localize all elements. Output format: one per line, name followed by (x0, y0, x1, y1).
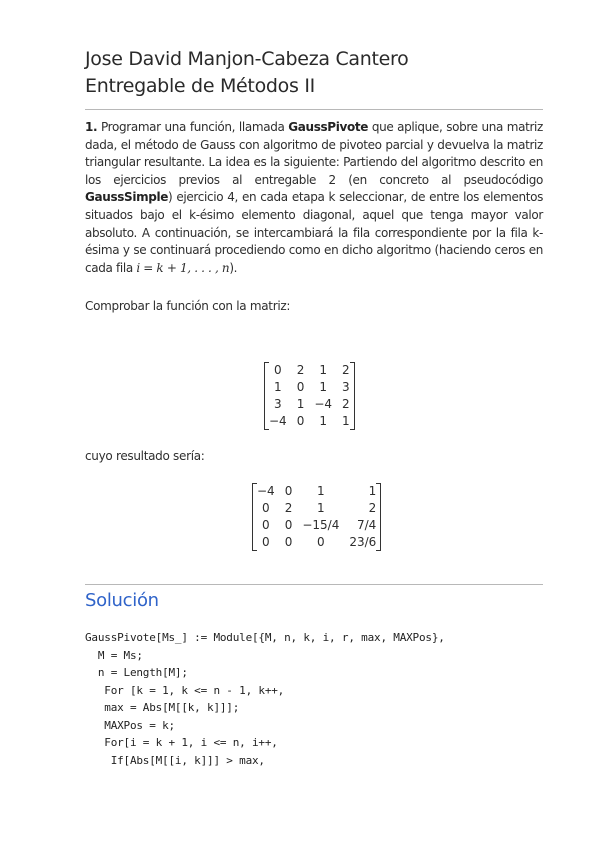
matrix-cell: 1 (342, 414, 350, 428)
matrix-row (252, 500, 381, 517)
function-name-gausssimple: GaussSimple (85, 190, 169, 205)
matrix-cell: 0 (284, 484, 293, 498)
matrix-cell: 0 (284, 518, 293, 532)
matrix-cell: 3 (274, 397, 282, 411)
matrix-cell: 2 (342, 363, 350, 377)
matrix-cell: −4 (269, 414, 287, 428)
matrix-cell: 0 (262, 501, 270, 515)
matrix-cell: 1 (319, 363, 328, 377)
matrix-cell: −15/4 (302, 518, 340, 532)
section-divider (85, 584, 543, 585)
code-line: For[i = k + 1, i <= n, i++, (85, 736, 278, 749)
matrix-row (264, 379, 355, 396)
matrix-cell: 1 (317, 501, 325, 515)
matrix-cell: 2 (368, 501, 377, 515)
exercise-number: 1. (85, 120, 98, 134)
result-intro: cuyo resultado sería: (85, 449, 205, 463)
matrix-cell: 23/6 (349, 535, 377, 549)
matrix-cell: −4 (257, 484, 275, 498)
code-block (85, 629, 445, 769)
matrix-cell: 1 (319, 414, 328, 428)
matrix-cell: 0 (296, 414, 305, 428)
exercise-text-3: ) ejercicio 4, en cada etapa k seleccionar, de entre los elementos situados bajo el k-ésimo elemento diagonal, aquel que tenga mayor valor absoluto. A continuación, se intercambiará la fila correspondiente por la fila k-ésima y se continuará procediendo como en dicho algoritmo (haciendo ceros en cada fila (85, 190, 543, 275)
matrix-cell: 1 (317, 484, 325, 498)
matrix-cell: 1 (274, 380, 282, 394)
matrix-left-bracket (252, 483, 257, 551)
matrix-cell: 3 (342, 380, 350, 394)
exercise-text-1: Programar una función, llamada (97, 120, 289, 134)
code-line: n = Length[M]; (85, 666, 188, 679)
code-line: For [k = 1, k <= n - 1, k++, (85, 683, 285, 697)
matrix-cell: 2 (296, 363, 305, 377)
author-name: Jose David Manjon-Cabeza Cantero (85, 48, 409, 70)
matrix-right-bracket (376, 483, 381, 551)
matrix-row (264, 362, 355, 379)
matrix-cell: 0 (274, 363, 282, 377)
document-subtitle: Entregable de Métodos II (85, 75, 315, 97)
code-line: M = Ms; (85, 648, 143, 662)
matrix-cell: 1 (296, 397, 305, 411)
matrix-cell: 0 (296, 380, 305, 394)
matrix-cell: 1 (368, 484, 377, 498)
code-line: If[Abs[M[[i, k]]] > max, (85, 753, 265, 767)
exercise-text-4: ). (229, 260, 238, 275)
exercise-statement (85, 119, 543, 277)
matrix-row (264, 396, 355, 413)
matrix-cell: 0 (317, 535, 325, 549)
header-divider (85, 109, 543, 110)
function-name-gausspivote: GaussPivote (288, 120, 369, 134)
result-matrix (252, 483, 381, 551)
matrix-cell: −4 (314, 397, 333, 411)
matrix-cell: 2 (342, 397, 350, 411)
matrix-row (252, 517, 381, 534)
matrix-cell: 0 (284, 535, 293, 549)
code-line: GaussPivote[Ms_] := Module[{M, n, k, i, r, max, MAXPos}, (85, 631, 445, 644)
matrix-cell: 0 (262, 535, 270, 549)
matrix-row (252, 534, 381, 551)
check-instruction: Comprobar la función con la matriz: (85, 299, 291, 313)
solution-heading: Solución (85, 590, 159, 611)
matrix-row (252, 483, 381, 500)
matrix-cell: 0 (262, 518, 270, 532)
code-line: max = Abs[M[[k, k]]]; (85, 701, 240, 714)
input-matrix (264, 362, 355, 430)
matrix-left-bracket (264, 362, 269, 430)
row-range-math: i = k + 1, . . . , n (136, 260, 230, 275)
matrix-cell: 1 (319, 380, 328, 394)
matrix-right-bracket (350, 362, 355, 430)
code-line: MAXPos = k; (85, 718, 175, 732)
matrix-row (264, 413, 355, 430)
matrix-cell: 7/4 (357, 518, 377, 532)
matrix-cell: 2 (284, 501, 293, 515)
exercise-text-2: que aplique, sobre una matriz dada, el método de Gauss con algoritmo de pivoteo parcial y devuelva la matriz triangular resultante. La idea es la siguiente: Partiendo del algoritmo descrito en los ejercicios previos al entregable 2 (en concreto al pseudocódigo (85, 120, 543, 187)
